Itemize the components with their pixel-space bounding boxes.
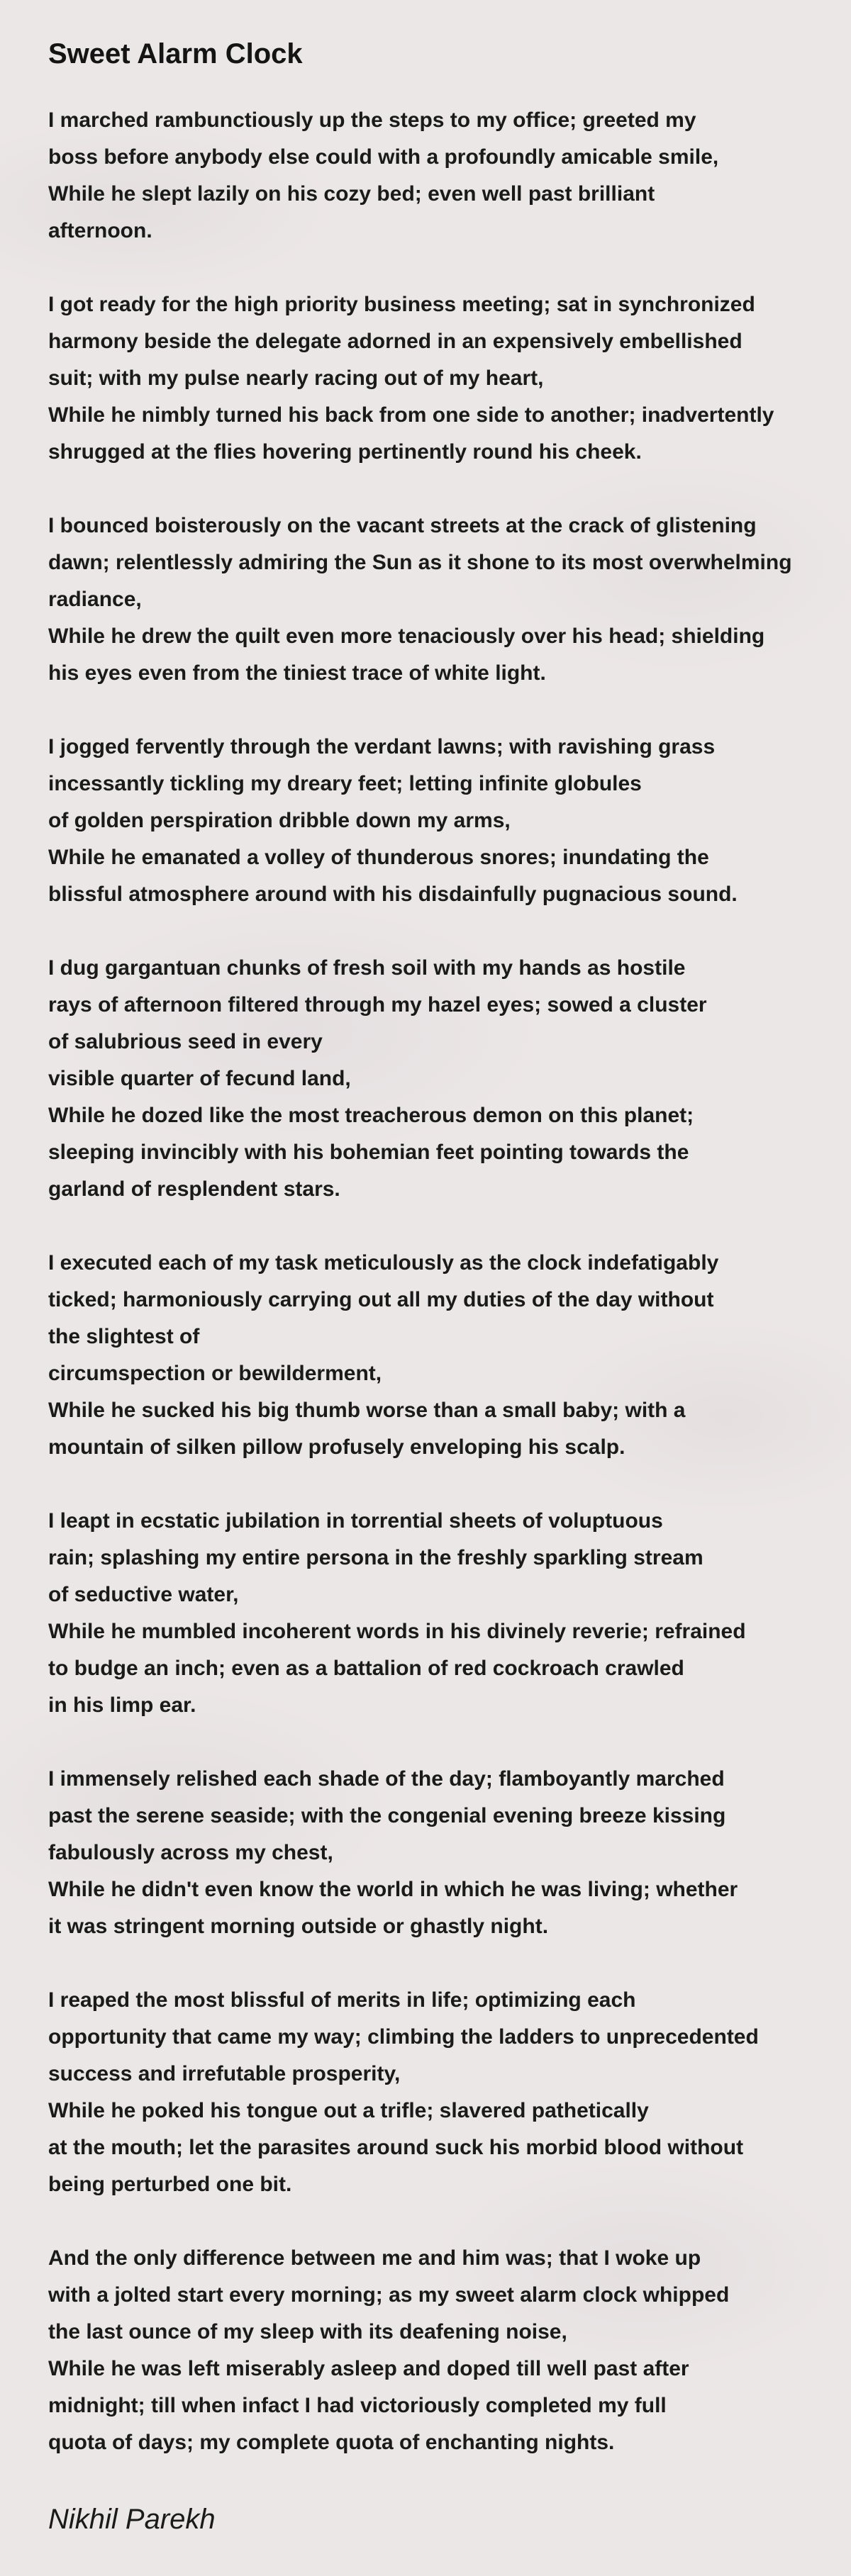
poem-line: I marched rambunctiously up the steps to my office; greeted my [48, 108, 696, 132]
poem-line: afternoon. [48, 219, 152, 242]
poem-line: While he poked his tongue out a trifle; slavered pathetically [48, 2099, 649, 2122]
poem-line: rain; splashing my entire persona in the freshly sparkling stream [48, 1546, 703, 1569]
poem-stanza [48, 950, 842, 1208]
poem-line: ticked; harmoniously carrying out all my duties of the day without [48, 1288, 714, 1311]
poem-line: While he nimbly turned his back from one side to another; inadvertently [48, 403, 774, 427]
poem-line: circumspection or bewilderment, [48, 1362, 382, 1385]
poem-line: While he was left miserably asleep and doped till well past after [48, 2357, 689, 2380]
poem-stanza [48, 729, 842, 913]
poem-line: While he emanated a volley of thunderous snores; inundating the [48, 846, 709, 869]
poem-stanza [48, 1503, 842, 1724]
poem-line: harmony beside the delegate adorned in an expensively embellished [48, 330, 742, 353]
poem-line: opportunity that came my way; climbing the ladders to unprecedented [48, 2025, 759, 2049]
poem-line: I leapt in ecstatic jubilation in torrential sheets of voluptuous [48, 1509, 663, 1533]
poem-line: While he sucked his big thumb worse than a small baby; with a [48, 1399, 686, 1422]
poem-line: While he didn't even know the world in which he was living; whether [48, 1878, 738, 1901]
poem-line: blissful atmosphere around with his disdainfully pugnacious sound. [48, 883, 738, 906]
poem-line: While he dozed like the most treacherous demon on this planet; [48, 1104, 694, 1127]
poem-line: in his limp ear. [48, 1693, 196, 1717]
poem-line: While he slept lazily on his cozy bed; even well past brilliant [48, 182, 655, 206]
poem-line: incessantly tickling my dreary feet; letting infinite globules [48, 772, 642, 795]
poem-line: mountain of silken pillow profusely enveloping his scalp. [48, 1435, 625, 1459]
poem-line: of seductive water, [48, 1583, 239, 1606]
poem-line: While he mumbled incoherent words in his divinely reverie; refrained [48, 1620, 746, 1643]
poem-line: of golden perspiration dribble down my arms, [48, 809, 511, 832]
poem-line: it was stringent morning outside or ghastly night. [48, 1915, 549, 1938]
poem-line: While he drew the quilt even more tenaciously over his head; shielding [48, 625, 765, 648]
poem-line: I jogged fervently through the verdant lawns; with ravishing grass [48, 735, 716, 758]
poem-line: the last ounce of my sleep with its deafening noise, [48, 2320, 567, 2343]
poem-line: dawn; relentlessly admiring the Sun as it shone to its most overwhelming [48, 551, 792, 574]
poem-line: with a jolted start every morning; as my sweet alarm clock whipped [48, 2283, 730, 2307]
poem-line: I got ready for the high priority business meeting; sat in synchronized [48, 293, 755, 316]
poem-line: fabulously across my chest, [48, 1841, 333, 1864]
poem-line: I immensely relished each shade of the day; flamboyantly marched [48, 1767, 725, 1791]
poem-line: being perturbed one bit. [48, 2173, 292, 2196]
poem-line: visible quarter of fecund land, [48, 1067, 351, 1090]
poem-line: I bounced boisterously on the vacant streets at the crack of glistening [48, 514, 757, 537]
poem-line: shrugged at the flies hovering pertinently round his cheek. [48, 440, 642, 464]
poem-container [48, 0, 842, 2498]
poem-line: of salubrious seed in every [48, 1030, 323, 1053]
poem-line: midnight; till when infact I had victoriously completed my full [48, 2394, 667, 2417]
poem-line: rays of afternoon filtered through my hazel eyes; sowed a cluster [48, 993, 707, 1017]
poem-stanza [48, 2240, 842, 2461]
poem-line: garland of resplendent stars. [48, 1177, 340, 1201]
poem-line: success and irrefutable prosperity, [48, 2062, 401, 2085]
poem-line: I dug gargantuan chunks of fresh soil with my hands as hostile [48, 956, 686, 980]
poem-stanza [48, 1245, 842, 1466]
poem-line: his eyes even from the tiniest trace of white light. [48, 661, 546, 685]
poem-line: sleeping invincibly with his bohemian feet pointing towards the [48, 1141, 689, 1164]
poem-stanza [48, 1982, 842, 2203]
poem-line: suit; with my pulse nearly racing out of my heart, [48, 366, 544, 390]
poem-author: Nikhil Parekh [48, 2504, 216, 2535]
poem-stanza [48, 1761, 842, 1945]
poem-line: boss before anybody else could with a profoundly amicable smile, [48, 145, 719, 169]
poem-line: radiance, [48, 588, 142, 611]
poem-stanza [48, 102, 842, 250]
poem-line: I reaped the most blissful of merits in life; optimizing each [48, 1988, 636, 2012]
poem-title: Sweet Alarm Clock [48, 38, 303, 69]
poem-line: quota of days; my complete quota of enchanting nights. [48, 2431, 615, 2454]
poem-line: the slightest of [48, 1325, 200, 1348]
poem-line: at the mouth; let the parasites around suck his morbid blood without [48, 2136, 744, 2159]
poem-body [48, 102, 842, 2461]
poem-line: And the only difference between me and him was; that I woke up [48, 2246, 701, 2270]
poem-stanza [48, 508, 842, 692]
poem-stanza [48, 286, 842, 471]
poem-line: to budge an inch; even as a battalion of red cockroach crawled [48, 1657, 684, 1680]
poem-line: past the serene seaside; with the congenial evening breeze kissing [48, 1804, 726, 1827]
poem-line: I executed each of my task meticulously as the clock indefatigably [48, 1251, 719, 1275]
